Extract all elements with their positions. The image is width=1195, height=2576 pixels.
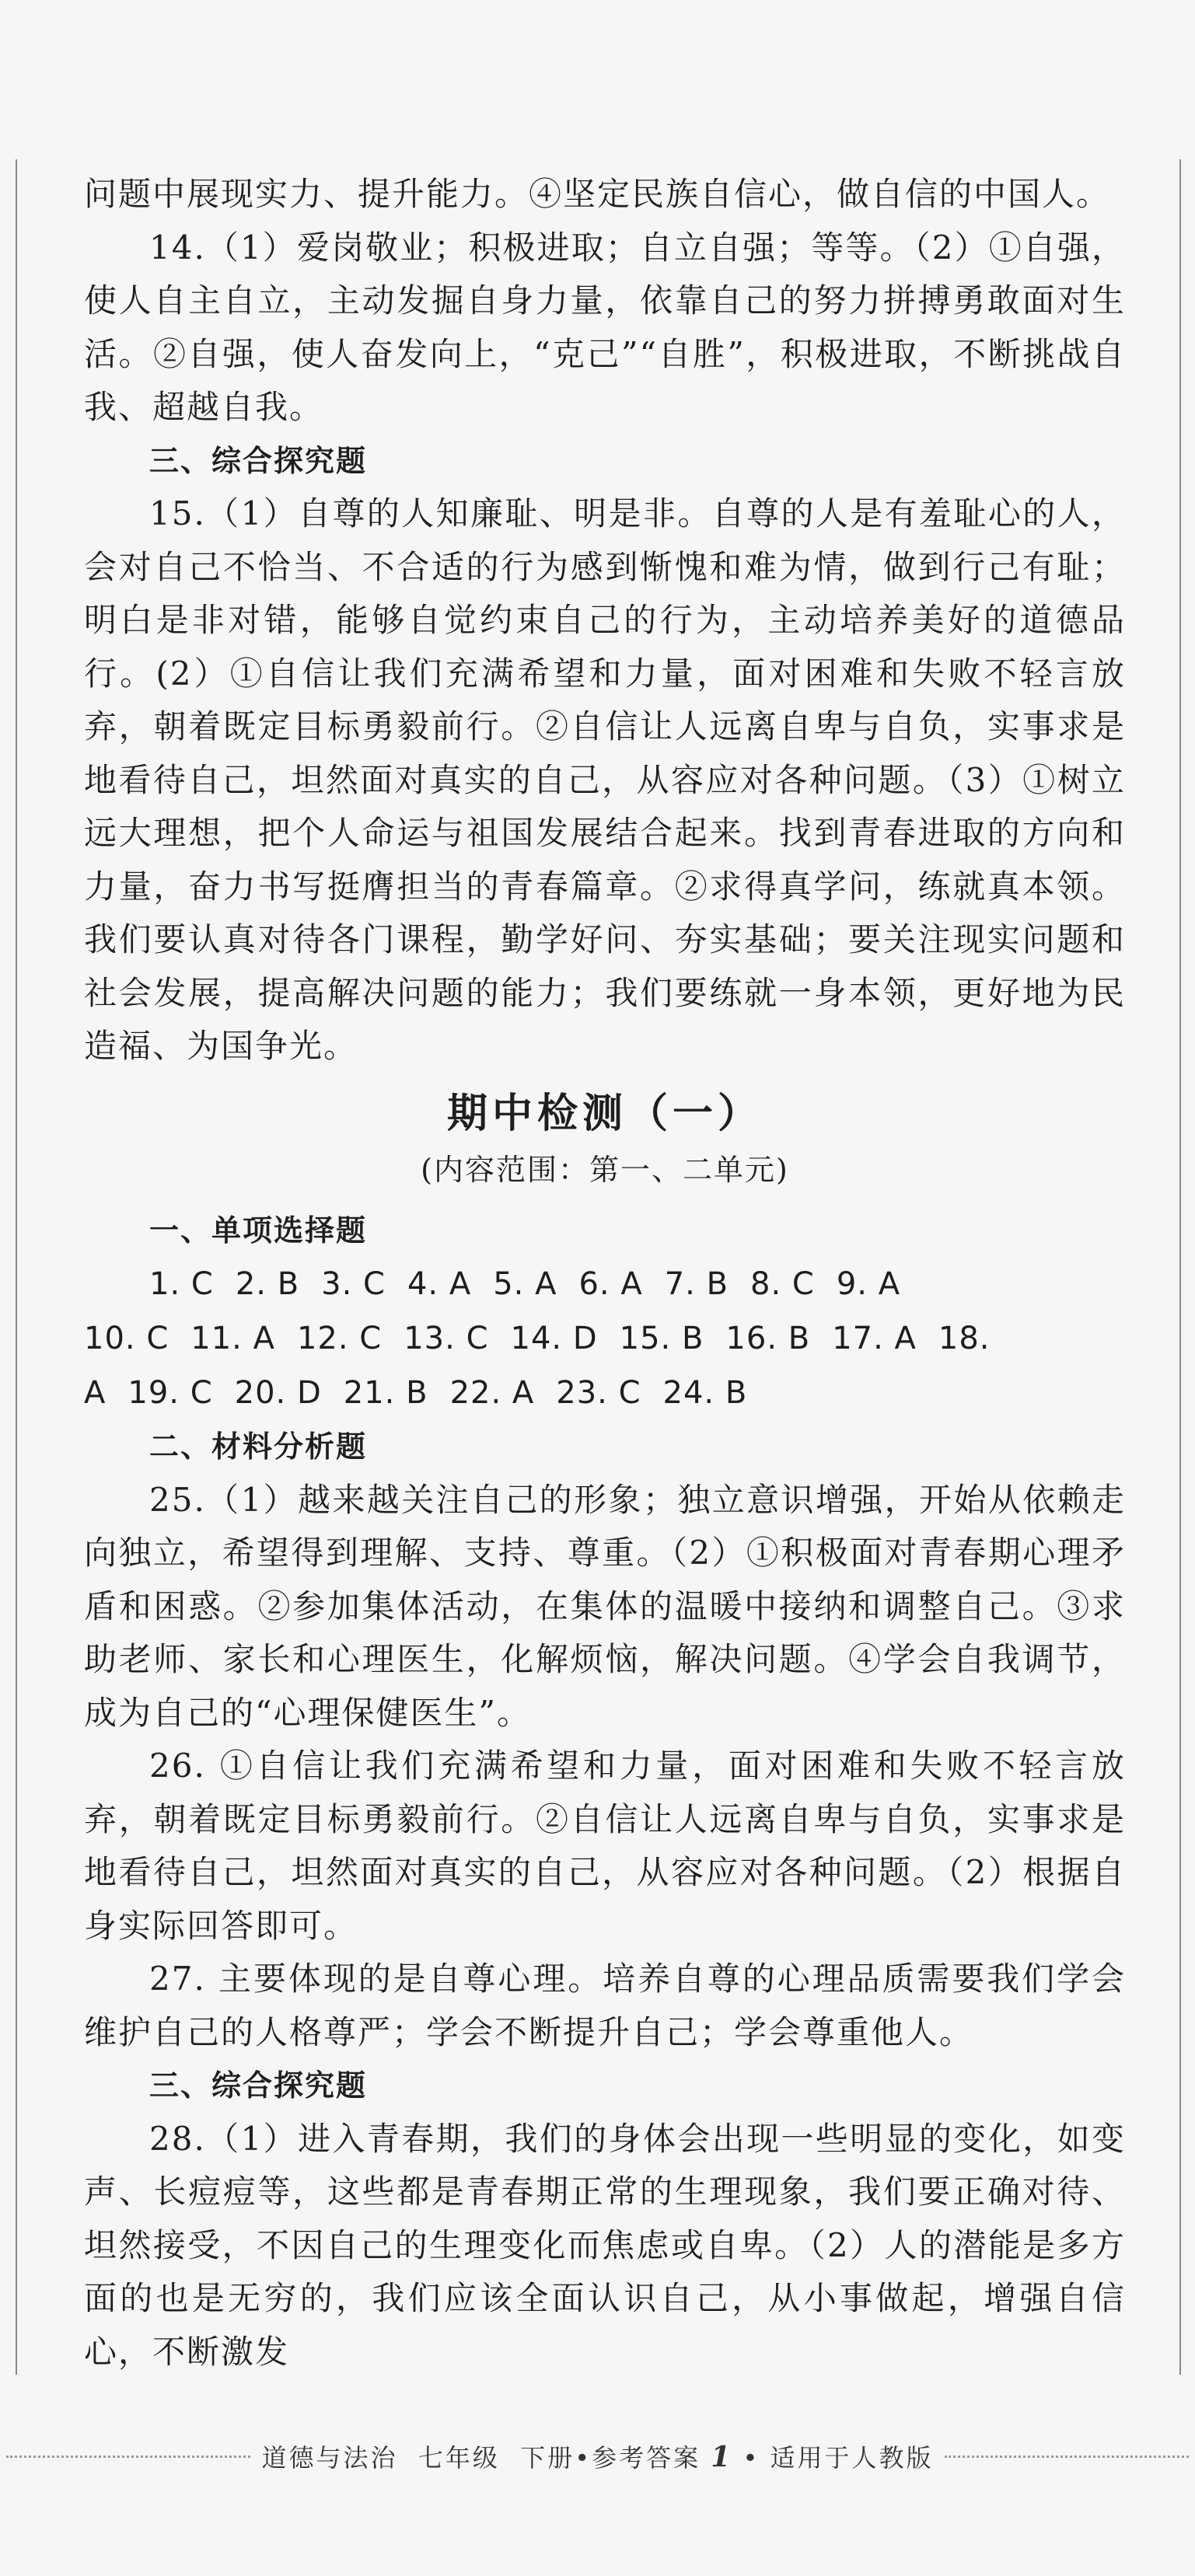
choice-answer: 20. D	[234, 1375, 322, 1411]
footer-edition: 适用于人教版	[770, 2443, 934, 2473]
answer-25: 25.（1）越来越关注自己的形象；独立意识增强，开始从依赖走向独立，希望得到理解、支持、尊重。（2）①积极面对青春期心理矛盾和困惑。②参加集体活动，在集体的温暖中接纳和调整自己。③求助老师、家长和心理医生，化解烦恼，解决问题。④学会自我调节，成为自己的“心理保健医生”。	[84, 1480, 1126, 1732]
choice-answer: 7. B	[664, 1266, 729, 1302]
answer-28: 28.（1）进入青春期，我们的身体会出现一些明显的变化，如变声、长痘痘等，这些都是青春期正常的生理现象，我们要正确对待、坦然接受，不因自己的生理变化而焦虑或自卑。（2）人的潜能是多方面的也是无穷的，我们应该全面认识自己，从小事做起，增强自信心，不断激发	[84, 2119, 1126, 2371]
right-margin-rule	[1179, 159, 1181, 2375]
choice-answer: 22. A	[449, 1375, 535, 1411]
footer-subject: 道德与法治	[261, 2443, 398, 2473]
choice-answer: 6. A	[578, 1266, 643, 1302]
page-footer	[0, 2433, 1195, 2480]
choice-answer: 5. A	[493, 1266, 557, 1302]
choice-answer: 19. C	[128, 1375, 213, 1411]
footer-section: 参考答案	[592, 2443, 701, 2473]
choice-answer: 13. C	[404, 1321, 489, 1356]
footer-grade: 七年级	[418, 2443, 500, 2473]
footer-volume: 下册	[520, 2443, 575, 2473]
footer-dotted-rule-right	[945, 2456, 1189, 2458]
choice-answer: 11. A	[190, 1321, 275, 1356]
choice-answers-line-3	[84, 1366, 1126, 1420]
choice-answer: 21. B	[343, 1375, 428, 1411]
choice-answers-line-1	[84, 1257, 1126, 1311]
choice-answer: 12. C	[296, 1321, 383, 1356]
choice-answer: 9. A	[836, 1266, 901, 1302]
answer-14: 14.（1）爱岗敬业；积极进取；自立自强；等等。（2）①自强，使人自主自立，主动发掘自身力量，依靠自己的努力拼搏勇敢面对生活。②自强，使人奋发向上，“克己”“自胜”，积极进取，不断挑战自我、超越自我。	[84, 228, 1126, 426]
footer-dotted-rule-left	[6, 2456, 250, 2458]
choice-answers-line-2	[84, 1311, 1126, 1366]
choice-answer: 2. B	[235, 1266, 300, 1302]
choice-answer: 17. A	[832, 1321, 917, 1356]
choice-answer: 4. A	[407, 1266, 472, 1302]
choice-answer: 24. B	[662, 1375, 748, 1411]
choice-answer: 23. C	[556, 1375, 641, 1411]
midterm-scope: (内容范围：第一、二单元)	[421, 1152, 789, 1187]
paragraph-continuation: 问题中展现实力、提升能力。④坚定民族自信心，做自信的中国人。	[84, 175, 1111, 213]
choice-answer: 14. D	[510, 1321, 598, 1356]
section-heading-single-choice: 一、单项选择题	[149, 1213, 368, 1248]
page-content	[84, 168, 1126, 2379]
choice-answer: 10. C	[84, 1321, 169, 1356]
choice-answer: 1. C	[149, 1266, 214, 1302]
choice-answer: 8. C	[750, 1266, 815, 1302]
choice-answer: 3. C	[321, 1266, 386, 1302]
choice-answer: 16. B	[725, 1321, 811, 1356]
answer-27: 27. 主要体现的是自尊心理。培养自尊的心理品质需要我们学会维护自己的人格尊严；学会不断提升自己；学会尊重他人。	[84, 1960, 1126, 2051]
section-heading-comprehensive-midterm: 三、综合探究题	[149, 2068, 368, 2103]
answer-15: 15.（1）自尊的人知廉耻、明是非。自尊的人是有羞耻心的人，会对自己不恰当、不合适的行为感到惭愧和难为情，做到行己有耻；明白是非对错，能够自觉约束自己的行为，主动培养美好的道德品行。(2）①自信让我们充满希望和力量，面对困难和失败不轻言放弃，朝着既定目标勇毅前行。②自信让人远离自卑与自负，实事求是地看待自己，坦然面对真实的自己，从容应对各种问题。（3）①树立远大理想，把个人命运与祖国发展结合起来。找到青春进取的方向和力量，奋力书写挺膺担当的青春篇章。②求得真学问，练就真本领。我们要认真对待各门课程，勤学好问、夯实基础；要关注现实问题和社会发展，提高解决问题的能力；我们要练就一身本领，更好地为民造福、为国争光。	[84, 494, 1126, 1065]
choice-answer: A	[84, 1375, 107, 1411]
midterm-title: 期中检测（一）	[446, 1090, 763, 1137]
choice-answer: 15. B	[619, 1321, 704, 1356]
page-number: 1	[711, 2441, 733, 2473]
footer-text: 道德与法治 七年级 下册•参考答案 1 • 适用于人教版	[261, 2441, 934, 2473]
left-margin-rule	[16, 159, 17, 2375]
section-heading-material-analysis: 二、材料分析题	[149, 1429, 368, 1464]
answer-26: 26. ①自信让我们充满希望和力量，面对困难和失败不轻言放弃，朝着既定目标勇毅前行。②自信让人远离自卑与自负，实事求是地看待自己，坦然面对真实的自己，从容应对各种问题。（2）根据自身实际回答即可。	[84, 1747, 1126, 1945]
choice-answer: 18.	[938, 1321, 991, 1356]
section-heading-comprehensive: 三、综合探究题	[149, 443, 368, 478]
